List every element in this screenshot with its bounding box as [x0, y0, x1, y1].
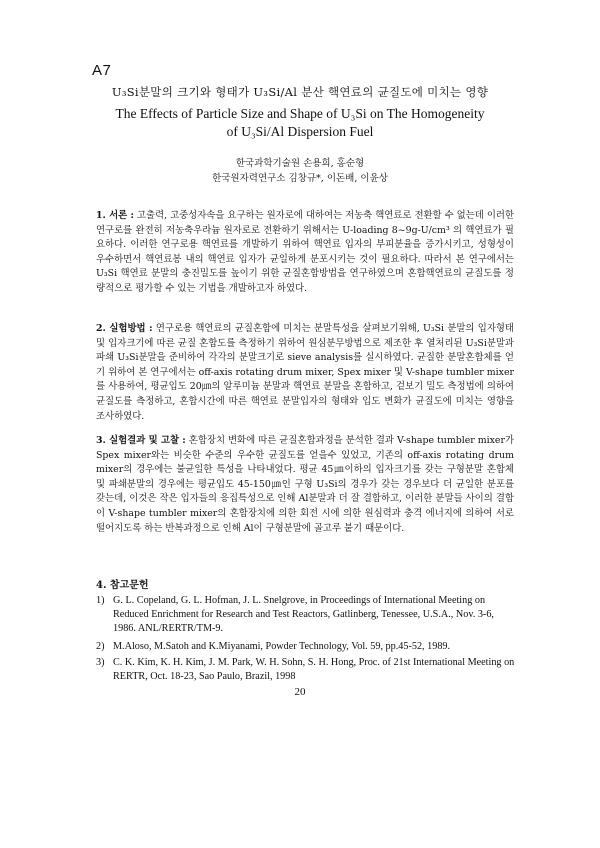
reference-text: C. K. Kim, K. H. Kim, J. M. Park, W. H. Sohn, S. H. Hong, Proc. of 21st International Meeting on RERTR, Oct. 18-23, Sao Paulo, Brazil, 1998	[113, 657, 515, 682]
section-body: 고출력, 고중성자속을 요구하는 원자로에 대하여는 저농축 핵연료로 전환할 수 없는데 이러한 연구로를 완전히 저농축우라늄 원자로로 전환하기 위해서는 U-loading 8~9g-U/cm³ 의 핵연료가 필요하다. 이러한 연구로용 핵연료를 개발하기 위하여 핵연료 입자의 부피분율을 증가시키고, 성형성이 우수하면서 핵연료봉 내의 핵연료 입자가 균일하게 분포시키는 것이 필요하다. 따라서 본 연구에서는 U₃Si 핵연료 분말의 충진밀도를 높이기 위한 균질혼합방법을 연구하였으며 혼합핵연료의 균질도를 정량적으로 평가할 수 있는 기법을 개발하고자 하였다.	[96, 210, 514, 294]
section-heading: 2. 실험방법 :	[96, 323, 153, 334]
title-korean: U₃Si분말의 크기와 형태가 U₃Si/Al 분산 핵연료의 균질도에 미치는 영향	[111, 85, 489, 99]
section-introduction	[96, 209, 514, 297]
authors-affiliation-1: 한국과학기술원 손용희, 홍순형	[235, 158, 365, 169]
page-number: 20	[294, 686, 306, 698]
reference-text: G. L. Copeland, G. L. Hofman, J. L. Snelgrove, in Proceedings of International Meeting on Reduced Enrichment for Research and Test Reactors, Gatlinberg, Tenessee, U.S.A., Nov. 3-6, 1986. ANL/RERTR/TM-9.	[113, 595, 494, 634]
section-body: 혼합장치 변화에 따른 균질혼합과정을 분석한 결과 V-shape tumbler mixer가 Spex mixer와는 비슷한 수준의 우수한 균질도를 얻을수 있었고, 기존의 off-axis rotating drum mixer의 경우에는 불균일한 특성을 나타내었다. 평균 45㎛이하의 입자크기를 갖는 구형분말 혼합체 및 파쇄분말의 경우에는 평균입도 45-150㎛인 구형 U₃Si의 경우가 갖는 경우보다 더 균일한 분포를 갖는데, 이것은 작은 입자들의 응집특성으로 인해 Al분말과 더 잘 결합하고, 이러한 분말들 사이의 결합이 V-shape tumbler mixer의 혼합장치에 의한 회전 시에 의한 원심력과 충격 에너지에 의하여 서로 떨어지도록 하는 반복과정으로 인해 Al이 구형분말에 골고루 붙기 때문이다.	[96, 435, 514, 534]
reference-number: 3)	[96, 657, 105, 668]
section-heading: 3. 실험결과 및 고찰 :	[96, 435, 186, 446]
authors-affiliation-2: 한국원자력연구소 김창규*, 이돈배, 이윤상	[212, 173, 388, 184]
reference-text: M.Aloso, M.Satoh and K.Miyanami, Powder Technology, Vol. 59, pp.45-52, 1989.	[113, 641, 451, 652]
references-heading: 4. 참고문헌	[96, 580, 149, 591]
reference-number: 2)	[96, 641, 105, 652]
reference-item	[96, 594, 516, 636]
section-results	[96, 434, 514, 536]
title-english-line2: of U₃Si/Al Dispersion Fuel	[226, 124, 374, 139]
title-english-line1: The Effects of Particle Size and Shape of U₃Si on The Homogeneity	[115, 106, 485, 121]
section-method	[96, 322, 514, 424]
reference-number: 1)	[96, 595, 105, 606]
reference-item	[96, 656, 516, 684]
section-heading: 1. 서론 :	[96, 210, 134, 221]
section-body: 연구로용 핵연료의 균질혼합에 미치는 분말특성을 살펴보기위해, U₃Si 분말의 입자형태 및 입자크기에 따른 균질 혼합도를 측정하기 위하여 원심분무방법으로 제조한 후 열처리된 U₃Si분말과 파쇄 U₃Si분말을 준비하여 각각의 분말크기로 sieve analysis를 실시하였다. 균질한 분말혼합체를 얻기 위하여 본 연구에서는 off-axis rotating drum mixer, Spex mixer 및 V-shape tumbler mixer를 사용하여, 평균입도 20㎛의 알루미늄 분말과 핵연료 분말을 혼합하고, 겉보기 밀도 측정법에 의하여 균질도를 측정하고, 혼합시간에 따른 핵연료 분말입자의 형태와 입도 변화가 균질도에 미치는 영향을 조사하였다.	[96, 323, 514, 422]
abstract-code: A7	[92, 62, 112, 79]
reference-item	[96, 640, 516, 654]
